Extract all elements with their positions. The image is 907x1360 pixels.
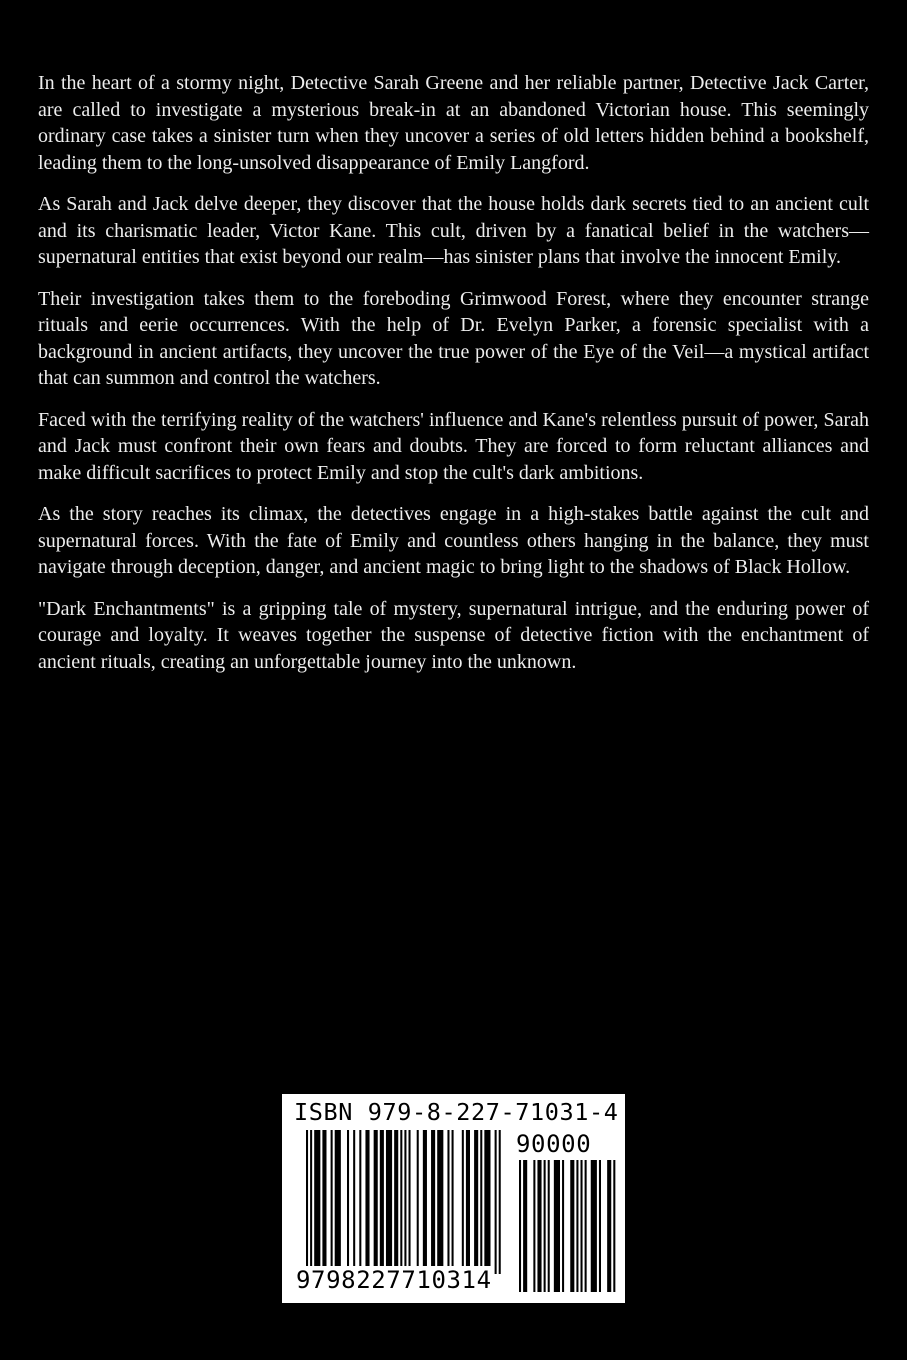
- barcode-bar: [548, 1160, 550, 1292]
- barcode-bar: [480, 1130, 482, 1266]
- barcode-bar: [537, 1160, 541, 1292]
- barcode-bar: [554, 1160, 560, 1292]
- ean-digits: 9798227710314: [296, 1266, 492, 1294]
- barcode-bar: [322, 1130, 326, 1266]
- barcode-bar: [581, 1160, 583, 1292]
- barcode-bar: [576, 1160, 578, 1292]
- blurb-paragraph-1: In the heart of a stormy night, Detective Sarah Greene and her reliable partner, Detective Jack Carter, are called to investigate a mysterious break-in at an abandoned Victorian house. This seemingly ordinary case takes a sinister turn when they uncover a series of old letters hidden behind a bookshelf, leading them to the long-unsolved disappearance of Emily Langford.: [38, 72, 869, 174]
- barcode-bar: [462, 1130, 464, 1266]
- barcode-bar: [374, 1130, 378, 1266]
- barcode-bar: [306, 1130, 308, 1274]
- barcode-bar: [404, 1130, 406, 1274]
- barcode-bar: [607, 1160, 611, 1292]
- barcode-bar: [474, 1130, 478, 1266]
- barcode-bar: [417, 1130, 419, 1266]
- barcode-bar: [599, 1160, 601, 1292]
- barcode-bar: [437, 1130, 443, 1266]
- back-cover-blurb: [38, 70, 869, 690]
- barcode-bar: [409, 1130, 411, 1266]
- barcode-bar: [447, 1130, 449, 1266]
- barcode-bar: [495, 1130, 497, 1274]
- barcode-bar: [380, 1130, 384, 1266]
- barcode-bar: [591, 1160, 597, 1292]
- barcode-bar: [466, 1130, 470, 1266]
- barcode-bar: [353, 1130, 355, 1266]
- barcode-bar: [484, 1130, 490, 1266]
- barcode-bar: [585, 1160, 587, 1292]
- barcode-bar: [314, 1130, 320, 1266]
- blurb-paragraph-5: As the story reaches its climax, the detectives engage in a high-stakes battle against the cult and supernatural forces. With the fate of Emily and countless others hanging in the balance, they must navigate through deception, danger, and ancient magic to bring light to the shadows of Black Hollow.: [38, 503, 869, 578]
- barcode-bar: [499, 1130, 501, 1274]
- barcode-bar: [519, 1160, 521, 1292]
- barcode-bar: [347, 1130, 349, 1266]
- barcode-bar: [310, 1130, 312, 1274]
- barcode-bar: [570, 1160, 574, 1292]
- addon-code: 90000: [516, 1130, 592, 1158]
- barcode-bar: [394, 1130, 398, 1266]
- barcode-bar: [359, 1130, 361, 1266]
- barcode-bar: [423, 1130, 427, 1266]
- barcode-bar: [523, 1160, 527, 1292]
- barcode-bar: [533, 1160, 535, 1292]
- barcode-bar: [365, 1130, 369, 1266]
- barcode-bar: [452, 1130, 454, 1266]
- barcode-bar: [331, 1130, 333, 1266]
- isbn-label: ISBN 979-8-227-71031-4: [294, 1098, 619, 1126]
- barcode-bar: [335, 1130, 341, 1266]
- barcode-bar: [613, 1160, 615, 1292]
- blurb-paragraph-6: "Dark Enchantments" is a gripping tale of mystery, supernatural intrigue, and the enduring power of courage and loyalty. It weaves together the suspense of detective fiction with the enchantment of ancient rituals, creating an unforgettable journey into the unknown.: [38, 597, 869, 673]
- blurb-paragraph-4: Faced with the terrifying reality of the watchers' influence and Kane's relentless pursuit of power, Sarah and Jack must confront their own fears and doubts. They are forced to form reluctant alliances and make difficult sacrifices to protect Emily and stop the cult's dark ambitions.: [38, 408, 869, 484]
- barcode-bar: [431, 1130, 435, 1266]
- barcode-bar: [400, 1130, 402, 1274]
- blurb-paragraph-3: Their investigation takes them to the foreboding Grimwood Forest, where they encounter strange rituals and eerie occurrences. With the help of Dr. Evelyn Parker, a forensic specialist with a background in ancient artifacts, they uncover the true power of the Eye of the Veil—a mystical artifact that can summon and control the watchers.: [38, 287, 869, 389]
- blurb-paragraph-2: As Sarah and Jack delve deeper, they discover that the house holds dark secrets tied to an ancient cult and its charismatic leader, Victor Kane. This cult, driven by a fanatical belief in the watchers—supernatural entities that exist beyond our realm—has sinister plans that involve the innocent Emily.: [38, 193, 869, 268]
- barcode-bar: [386, 1130, 392, 1266]
- barcode-bar: [562, 1160, 564, 1292]
- isbn-barcode: [282, 1094, 625, 1303]
- barcode-bar: [544, 1160, 546, 1292]
